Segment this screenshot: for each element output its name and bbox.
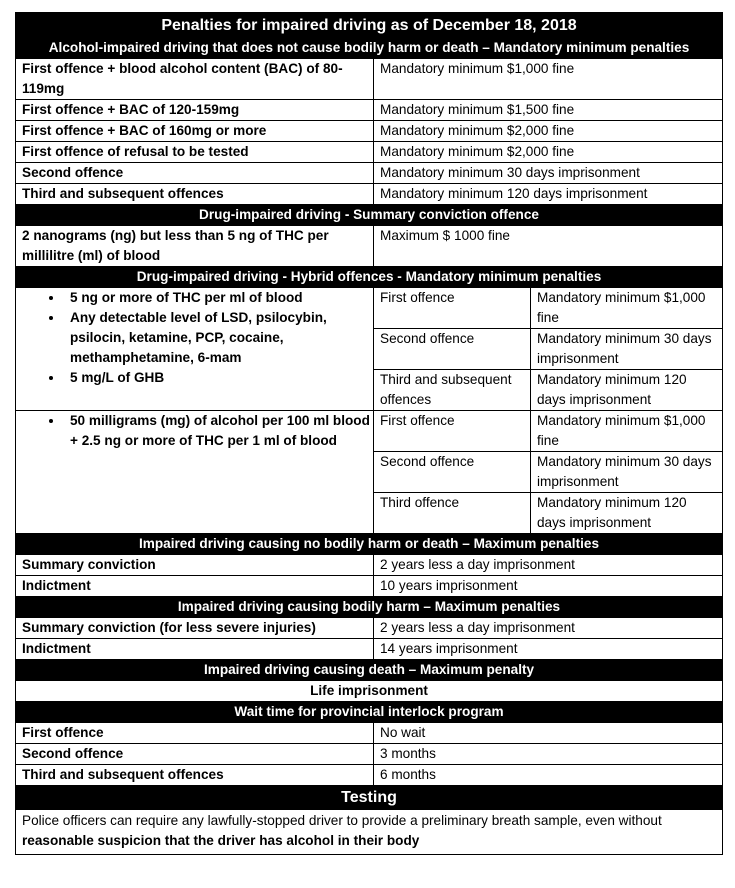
drug-summary-header-row [16,205,723,226]
testing-text-bold: reasonable suspicion that the driver has alcohol in their body [22,833,420,848]
list-item: • 5 ng or more of THC per ml of blood [64,288,373,308]
penalties-document [15,12,722,855]
table-row [16,576,723,597]
offence-cell: Second offence [374,329,531,370]
offence-cell: 2 nanograms (ng) but less than 5 ng of THC per millilitre (ml) of blood [16,226,374,267]
penalties-table [15,12,723,855]
penalty-cell: Mandatory minimum $1,000 fine [531,411,723,452]
penalty-cell: 2 years less a day imprisonment [374,618,723,639]
table-row [16,744,723,765]
substance-list [16,411,373,451]
table-row [16,142,723,163]
table-row [16,184,723,205]
wait-cell: 6 months [374,765,723,786]
no-harm-section-header: Impaired driving causing no bodily harm or death – Maximum penalties [16,534,723,555]
penalty-cell: Life imprisonment [16,681,723,702]
alcohol-header-row [16,38,723,59]
bodily-harm-header-row [16,597,723,618]
offence-cell: Third and subsequent offences [374,370,531,411]
list-item: • 5 mg/L of GHB [64,368,373,388]
offence-cell: Second offence [16,163,374,184]
penalty-cell: Mandatory minimum $1,000 fine [374,59,723,100]
table-row [16,681,723,702]
bodily-harm-section-header: Impaired driving causing bodily harm – Maximum penalties [16,597,723,618]
testing-text: Police officers can require any lawfully-stopped driver to provide a preliminary breath sample, even without [22,813,662,828]
offence-cell: Second offence [16,744,374,765]
offence-cell: Summary conviction [16,555,374,576]
offence-cell: First offence [374,411,531,452]
offence-cell: First offence of refusal to be tested [16,142,374,163]
alcohol-section-header: Alcohol-impaired driving that does not cause bodily harm or death – Mandatory minimum penalties [16,38,723,59]
table-row [16,121,723,142]
death-header-row [16,660,723,681]
penalty-cell: Mandatory minimum 120 days imprisonment [531,493,723,534]
table-row [16,765,723,786]
offence-cell: Indictment [16,576,374,597]
substance-list [16,288,373,388]
table-row [16,288,723,329]
offence-cell: Third and subsequent offences [16,765,374,786]
death-section-header: Impaired driving causing death – Maximum penalty [16,660,723,681]
table-row [16,639,723,660]
penalty-cell: Mandatory minimum $2,000 fine [374,142,723,163]
offence-cell: Second offence [374,452,531,493]
testing-text-cell [16,810,723,855]
testing-section-header: Testing [16,786,723,810]
offence-cell: First offence + blood alcohol content (BAC) of 80-119mg [16,59,374,100]
penalty-cell: Maximum $ 1000 fine [374,226,723,267]
testing-text-row [16,810,723,855]
penalty-cell: Mandatory minimum 30 days imprisonment [374,163,723,184]
table-row [16,723,723,744]
penalty-cell: Mandatory minimum $1,500 fine [374,100,723,121]
offence-cell: First offence [16,723,374,744]
offence-cell: First offence + BAC of 120-159mg [16,100,374,121]
wait-cell: No wait [374,723,723,744]
penalty-cell: Mandatory minimum 120 days imprisonment [374,184,723,205]
substance-list-cell [16,288,374,411]
list-item: • Any detectable level of LSD, psilocybin, psilocin, ketamine, PCP, cocaine, methamphetamine, 6-mam [64,308,373,368]
table-row [16,618,723,639]
penalty-cell: Mandatory minimum $2,000 fine [374,121,723,142]
interlock-header-row [16,702,723,723]
offence-cell: First offence + BAC of 160mg or more [16,121,374,142]
wait-cell: 3 months [374,744,723,765]
offence-cell: Third offence [374,493,531,534]
penalty-cell: 14 years imprisonment [374,639,723,660]
drug-hybrid-header-row [16,267,723,288]
offence-cell: Summary conviction (for less severe injuries) [16,618,374,639]
offence-cell: First offence [374,288,531,329]
list-item: • 50 milligrams (mg) of alcohol per 100 ml blood + 2.5 ng or more of THC per 1 ml of blood [64,411,373,451]
penalty-cell: Mandatory minimum $1,000 fine [531,288,723,329]
table-row [16,59,723,100]
testing-header-row [16,786,723,810]
drug-summary-section-header: Drug-impaired driving - Summary conviction offence [16,205,723,226]
offence-cell: Third and subsequent offences [16,184,374,205]
table-row [16,411,723,452]
offence-cell: Indictment [16,639,374,660]
table-row [16,555,723,576]
table-row [16,163,723,184]
penalty-cell: Mandatory minimum 120 days imprisonment [531,370,723,411]
no-harm-header-row [16,534,723,555]
drug-hybrid-section-header: Drug-impaired driving - Hybrid offences - Mandatory minimum penalties [16,267,723,288]
interlock-section-header: Wait time for provincial interlock program [16,702,723,723]
penalty-cell: 10 years imprisonment [374,576,723,597]
page-title: Penalties for impaired driving as of December 18, 2018 [16,13,723,38]
penalty-cell: Mandatory minimum 30 days imprisonment [531,452,723,493]
penalty-cell: Mandatory minimum 30 days imprisonment [531,329,723,370]
table-row [16,226,723,267]
table-row [16,100,723,121]
title-row [16,13,723,38]
penalty-cell: 2 years less a day imprisonment [374,555,723,576]
substance-list-cell [16,411,374,534]
